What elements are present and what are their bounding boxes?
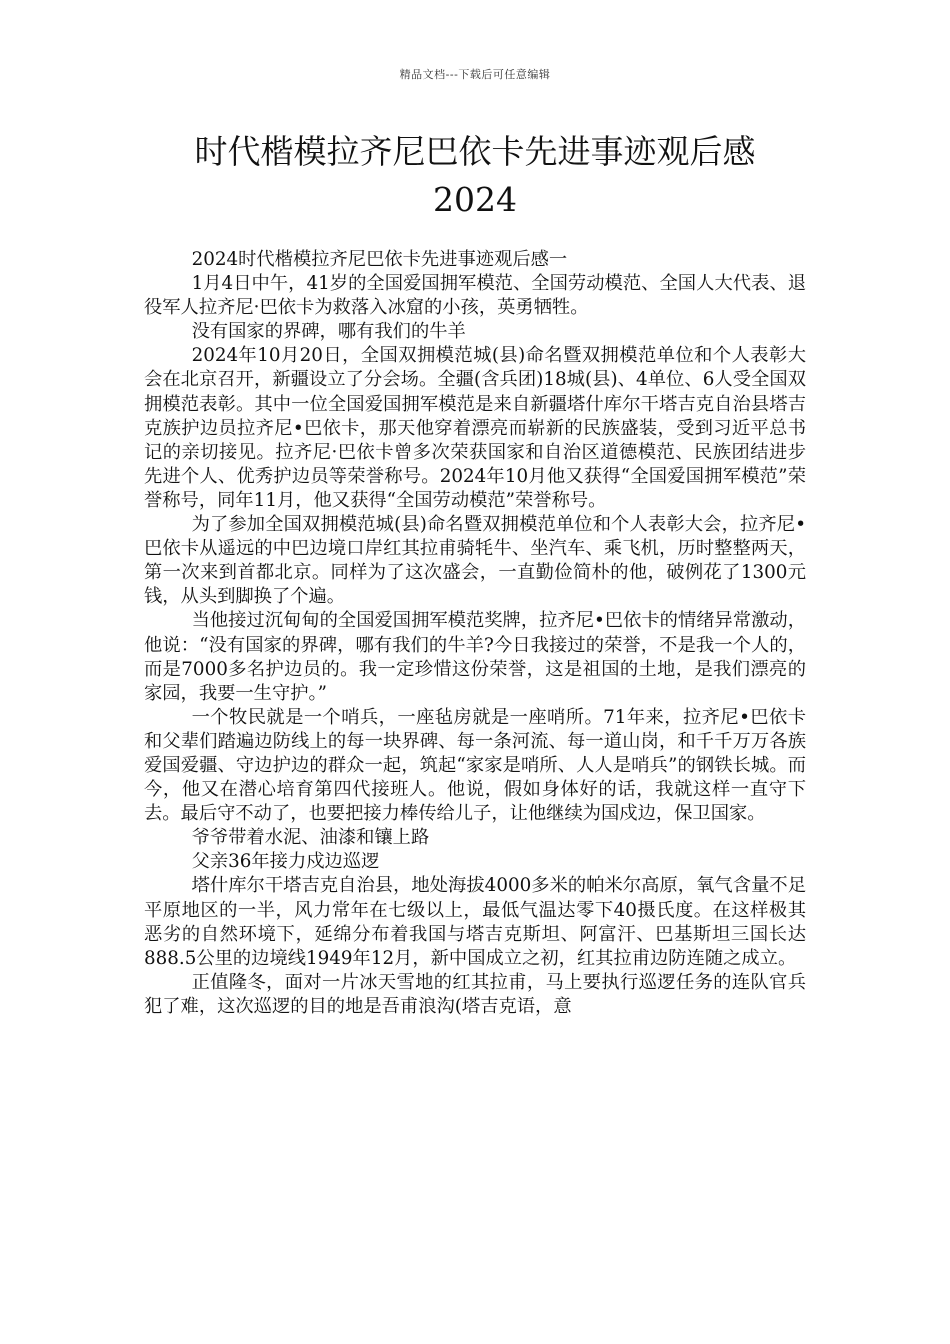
paragraph: 塔什库尔干塔吉克自治县，地处海拔4000多米的帕米尔高原，氧气含量不足平原地区的一半，风力常年在七级以上，最低气温达零下40摄氏度。在这样极其恶劣的自然环境下，延绵分布着我国与塔吉克斯坦、阿富汗、巴基斯坦三国长达888.5公里的边境线1949年12月，新中国成立之初，红其拉甫边防连随之成立。 — [144, 875, 806, 969]
document-title — [60, 128, 890, 224]
paragraph-subtitle: 2024时代楷模拉齐尼巴依卡先进事迹观后感一 — [191, 249, 568, 270]
paragraph: 1月4日中午，41岁的全国爱国拥军模范、全国劳动模范、全国人大代表、退役军人拉齐尼·巴依卡为救落入冰窟的小孩，英勇牺牲。 — [144, 273, 806, 319]
paragraph: 为了参加全国双拥模范城(县)命名暨双拥模范单位和个人表彰大会，拉齐尼•巴依卡从遥远的中巴边境口岸红其拉甫骑牦牛、坐汽车、乘飞机，历时整整两天，第一次来到首都北京。同样为了这次盛会，一直勤俭简朴的他，破例花了1300元钱，从头到脚换了个遍。 — [144, 514, 806, 608]
document-body — [144, 248, 806, 1019]
title-line-year: 2024 — [433, 180, 517, 219]
paragraph: 当他接过沉甸甸的全国爱国拥军模范奖牌，拉齐尼•巴依卡的情绪异常激动，他说：“没有国家的界碑，哪有我们的牛羊?今日我接过的荣誉，不是我一个人的，而是7000多名护边员的。我一定珍惜这份荣誉，这是祖国的土地，是我们漂亮的家园，我要一生守护。” — [144, 610, 806, 704]
paragraph: 正值隆冬，面对一片冰天雪地的红其拉甫，马上要执行巡逻任务的连队官兵犯了难，这次巡逻的目的地是吾甫浪沟(塔吉克语，意 — [144, 971, 806, 1017]
section-heading: 父亲36年接力戍边巡逻 — [191, 851, 380, 873]
paragraph: 一个牧民就是一个哨兵，一座毡房就是一座哨所。71年来，拉齐尼•巴依卡和父辈们踏遍边防线上的每一块界碑、每一条河流、每一道山岗，和千千万万各族爱国爱疆、守边护边的群众一起，筑起“家家是哨所、人人是哨兵”的钢铁长城。而今，他又在潜心培育第四代接班人。他说，假如身体好的话，我就这样一直守下去。最后守不动了，也要把接力棒传给儿子，让他继续为国戍边，保卫国家。 — [144, 706, 806, 825]
section-heading: 爷爷带着水泥、油漆和镶上路 — [191, 827, 430, 849]
paragraph: 2024年10月20日，全国双拥模范城(县)命名暨双拥模范单位和个人表彰大会在北京召开，新疆设立了分会场。全疆(含兵团)18城(县)、4单位、6人受全国双拥模范表彰。其中一位全国爱国拥军模范是来自新疆塔什库尔干塔吉克自治县塔吉克族护边员拉齐尼•巴依卡，那天他穿着漂亮而崭新的民族盛装，受到习近平总书记的亲切接见。拉齐尼·巴依卡曾多次荣获国家和自治区道德模范、民族团结进步先进个人、优秀护边员等荣誉称号。2024年10月他又获得“全国爱国拥军模范”荣誉称号，同年11月，他又获得“全国劳动模范”荣誉称号。 — [144, 345, 806, 511]
title-line-main: 时代楷模拉齐尼巴依卡先进事迹观后感 — [194, 132, 756, 171]
document-header-note: 精品文档---下载后可任意编辑 — [399, 68, 551, 81]
section-heading: 没有国家的界碑，哪有我们的牛羊 — [191, 321, 466, 343]
